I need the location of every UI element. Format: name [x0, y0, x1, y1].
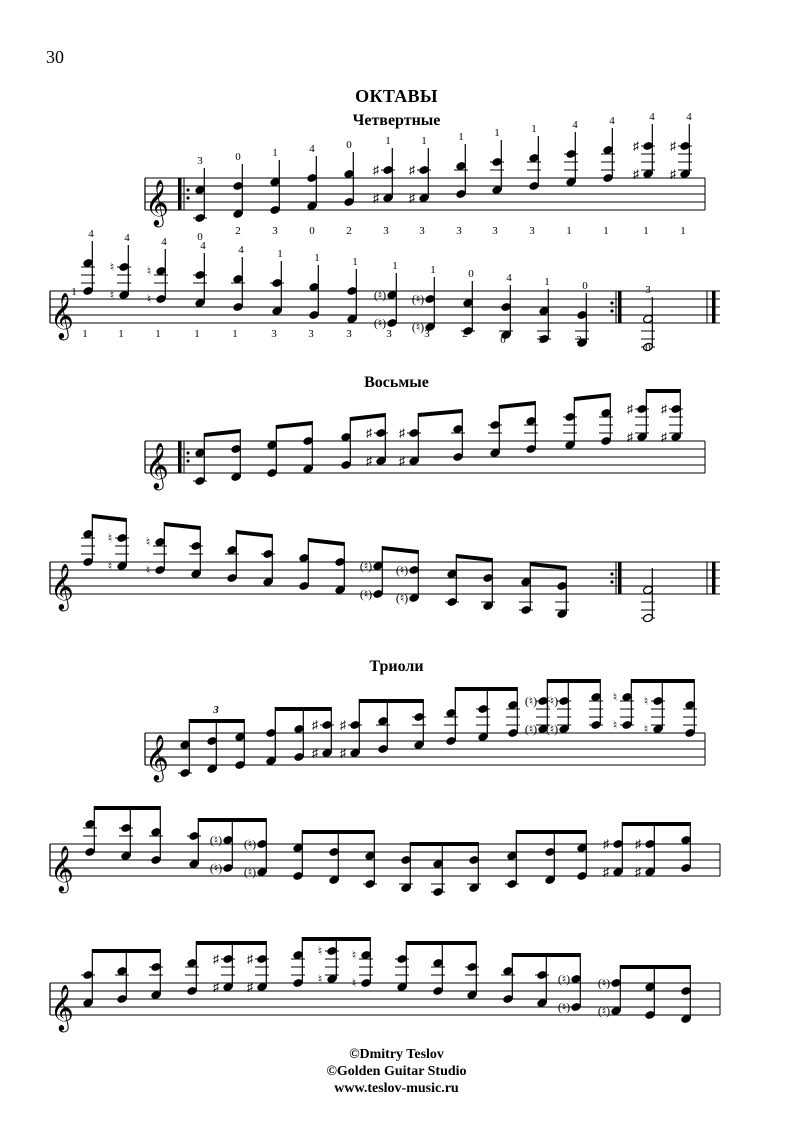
- sharp-accidental: ♯: [366, 454, 372, 468]
- note-beam: [196, 941, 266, 945]
- website-link[interactable]: www.teslov-music.ru: [334, 1081, 459, 1096]
- note-beam: [516, 830, 586, 834]
- treble-clef-icon: 𝄞: [50, 985, 74, 1030]
- fingering-number: 1: [494, 127, 500, 139]
- fingering-number: 1: [430, 264, 436, 276]
- fingering-number: 3: [419, 225, 425, 237]
- tuplet-label: 3: [213, 704, 219, 716]
- fingering-number: 1: [82, 328, 88, 340]
- natural-accidental: ♮: [109, 288, 115, 302]
- page-title: ОКТАВЫ: [355, 86, 438, 106]
- note-beam: [456, 554, 492, 562]
- note-beam: [302, 830, 374, 834]
- natural-accidental: ♮: [317, 944, 323, 958]
- fingering-number: 0: [500, 334, 506, 346]
- sharp-accidental: ♯: [312, 718, 318, 732]
- note-beam: [574, 393, 610, 401]
- repeat-end-thick-bar: [618, 562, 622, 594]
- sharp-accidental: ♯: [635, 837, 641, 851]
- natural-accidental: (♮): [524, 694, 538, 708]
- copyright-footer: [0, 1046, 793, 1097]
- treble-clef-icon: 𝄞: [50, 293, 74, 338]
- natural-accidental: ♮: [643, 694, 649, 708]
- natural-accidental: (♮): [545, 694, 559, 708]
- natural-accidental: (♮): [557, 1000, 571, 1014]
- note-beam: [164, 522, 200, 530]
- fingering-number: 3: [197, 155, 203, 167]
- fingering-number: 3: [272, 225, 278, 237]
- sharp-accidental: ♯: [661, 430, 667, 444]
- note-beam: [547, 679, 600, 683]
- fingering-number: 1: [603, 225, 609, 237]
- sharp-accidental: ♯: [399, 454, 405, 468]
- fingering-number: 1: [458, 131, 464, 143]
- fingering-number: 1: [385, 135, 391, 147]
- fingering-number: 3: [383, 225, 389, 237]
- fingering-number: 4: [649, 111, 655, 123]
- repeat-dot: [186, 451, 189, 454]
- fingering-number: 1: [643, 225, 649, 237]
- sharp-accidental: ♯: [627, 402, 633, 416]
- sharp-accidental: ♯: [661, 402, 667, 416]
- repeat-dot: [610, 572, 613, 575]
- fingering-number: 2: [462, 328, 468, 340]
- note-beam: [359, 699, 423, 703]
- natural-accidental: (♮): [524, 722, 538, 736]
- treble-clef-icon: 𝄞: [145, 180, 169, 225]
- natural-accidental: (♮): [395, 591, 409, 605]
- final-thick-bar: [712, 291, 716, 323]
- note-beam: [499, 401, 535, 409]
- copyright-studio: ©Golden Guitar Studio: [326, 1064, 467, 1079]
- sharp-accidental: ♯: [340, 746, 346, 760]
- note-beam: [302, 937, 370, 941]
- fingering-number: 3: [308, 328, 314, 340]
- natural-accidental: ♮: [612, 718, 618, 732]
- fingering-number: 0: [309, 225, 315, 237]
- natural-accidental: (♮): [373, 316, 387, 330]
- repeat-dot: [186, 196, 189, 199]
- natural-accidental: (♮): [597, 1004, 611, 1018]
- treble-clef-icon: 𝄞: [50, 846, 74, 891]
- note-beam: [646, 389, 680, 393]
- sharp-accidental: ♯: [213, 952, 219, 966]
- natural-accidental: (♮): [243, 837, 257, 851]
- section-heading-eighths: Восьмые: [364, 374, 429, 391]
- treble-clef-icon: 𝄞: [50, 564, 74, 609]
- sharp-accidental: ♯: [670, 167, 676, 181]
- natural-accidental: ♮: [145, 563, 151, 577]
- note-beam: [530, 562, 566, 570]
- natural-accidental: (♮): [209, 861, 223, 875]
- fingering-number: 1: [566, 225, 572, 237]
- sharp-accidental: ♯: [373, 191, 379, 205]
- fingering-number: 0: [645, 342, 651, 354]
- note-beam: [204, 429, 240, 437]
- sharp-accidental: ♯: [312, 746, 318, 760]
- fingering-number: 3: [424, 328, 430, 340]
- note-beam: [631, 679, 694, 683]
- natural-accidental: ♮: [317, 972, 323, 986]
- sharp-accidental: ♯: [627, 430, 633, 444]
- fingering-number: 3: [492, 225, 498, 237]
- final-thick-bar: [712, 562, 716, 594]
- natural-accidental: ♮: [146, 264, 152, 278]
- fingering-number: 1: [155, 328, 161, 340]
- natural-accidental: ♮: [109, 260, 115, 274]
- natural-accidental: (♮): [557, 972, 571, 986]
- note-beam: [92, 514, 126, 522]
- fingering-number: 1: [314, 252, 320, 264]
- fingering-number: 1: [680, 225, 686, 237]
- fingering-number: 1: [277, 248, 283, 260]
- sharp-accidental: ♯: [633, 139, 639, 153]
- fingering-number: 2: [576, 334, 582, 346]
- natural-accidental: ♮: [351, 948, 357, 962]
- fingering-number: 2: [346, 225, 352, 237]
- fingering-number: 0: [235, 151, 241, 163]
- repeat-dot: [610, 301, 613, 304]
- sharp-accidental: ♯: [340, 718, 346, 732]
- section-heading-quarters: Четвертные: [352, 112, 441, 129]
- note-beam: [350, 413, 385, 421]
- natural-accidental: (♮): [597, 976, 611, 990]
- note-beam: [410, 842, 478, 846]
- section-heading-triplets: Триоли: [369, 658, 424, 675]
- fingering-number: 4: [609, 115, 615, 127]
- fingering-number: 1: [232, 328, 238, 340]
- note-beam: [198, 818, 266, 822]
- sharp-accidental: ♯: [633, 167, 639, 181]
- note-beam: [406, 941, 476, 945]
- repeat-dot: [610, 309, 613, 312]
- repeat-dot: [186, 459, 189, 462]
- sharp-accidental: ♯: [366, 426, 372, 440]
- fingering-number: 4: [161, 236, 167, 248]
- fingering-number: 3: [538, 334, 544, 346]
- natural-accidental: (♮): [209, 833, 223, 847]
- note-beam: [418, 409, 462, 417]
- fingering-number: 0: [346, 139, 352, 151]
- note-beam: [276, 421, 312, 429]
- fingering-number: 1: [544, 276, 550, 288]
- sharp-accidental: ♯: [603, 837, 609, 851]
- fingering-number: 4: [238, 244, 244, 256]
- fingering-number: 0: [468, 268, 474, 280]
- fingering-number: 3: [346, 328, 352, 340]
- repeat-dot: [610, 580, 613, 583]
- note-beam: [512, 953, 580, 957]
- treble-clef-icon: 𝄞: [145, 735, 169, 780]
- note-beam: [382, 546, 418, 554]
- fingering-number: 1: [421, 135, 427, 147]
- fingering-number: 3: [645, 284, 651, 296]
- sharp-accidental: ♯: [603, 865, 609, 879]
- natural-accidental: (♮): [359, 559, 373, 573]
- natural-accidental: (♮): [243, 865, 257, 879]
- sharp-accidental: ♯: [247, 952, 253, 966]
- fingering-number: 4: [88, 228, 94, 240]
- natural-accidental: ♮: [146, 292, 152, 306]
- sharp-accidental: ♯: [670, 139, 676, 153]
- sharp-accidental: ♯: [247, 980, 253, 994]
- natural-accidental: (♮): [411, 292, 425, 306]
- natural-accidental: ♮: [612, 690, 618, 704]
- note-beam: [275, 707, 331, 711]
- note-beam: [622, 822, 690, 826]
- repeat-dot: [186, 188, 189, 191]
- fingering-number: 1: [272, 147, 278, 159]
- note-beam: [189, 719, 244, 723]
- fingering-number: 1: [392, 260, 398, 272]
- fingering-number: 4: [686, 111, 692, 123]
- fingering-number: 3: [529, 225, 535, 237]
- note-beam: [92, 949, 160, 953]
- natural-accidental: (♮): [359, 587, 373, 601]
- fingering-number: 2: [235, 225, 241, 237]
- copyright-author: ©Dmitry Teslov: [349, 1047, 444, 1062]
- note-beam: [308, 538, 344, 546]
- natural-accidental: (♮): [395, 563, 409, 577]
- fingering-number: 1: [118, 328, 124, 340]
- fingering-number: 4: [572, 119, 578, 131]
- sharp-accidental: ♯: [409, 191, 415, 205]
- fingering-number: 4: [200, 240, 206, 252]
- fingering-number: 3: [271, 328, 277, 340]
- fingering-number: 1: [352, 256, 358, 268]
- sharp-accidental: ♯: [213, 980, 219, 994]
- repeat-start-thick-bar: [178, 178, 182, 210]
- note-beam: [94, 806, 160, 810]
- natural-accidental: (♮): [411, 320, 425, 334]
- natural-accidental: ♮: [643, 722, 649, 736]
- sharp-accidental: ♯: [409, 163, 415, 177]
- fingering-number: 4: [124, 232, 130, 244]
- fingering-number: 4: [506, 272, 512, 284]
- fingering-number: 3: [386, 328, 392, 340]
- note-beam: [455, 687, 517, 691]
- fingering-number: 0: [582, 280, 588, 292]
- sharp-accidental: ♯: [399, 426, 405, 440]
- fingering-number: 1: [194, 328, 200, 340]
- natural-accidental: ♮: [351, 976, 357, 990]
- note-beam: [620, 965, 690, 969]
- note-beam: [236, 530, 272, 538]
- sharp-accidental: ♯: [635, 865, 641, 879]
- sharp-accidental: ♯: [373, 163, 379, 177]
- natural-accidental: ♮: [107, 559, 113, 573]
- fingering-number: 4: [309, 143, 315, 155]
- page-number: 30: [46, 47, 64, 67]
- natural-accidental: (♮): [545, 722, 559, 736]
- repeat-start-thick-bar: [178, 441, 182, 473]
- natural-accidental: (♮): [373, 288, 387, 302]
- fingering-number: 3: [456, 225, 462, 237]
- fingering-number: 1: [71, 286, 77, 298]
- natural-accidental: ♮: [107, 531, 113, 545]
- fingering-number: 1: [531, 123, 537, 135]
- repeat-end-thick-bar: [618, 291, 622, 323]
- fingering-number: 0: [197, 231, 203, 243]
- treble-clef-icon: 𝄞: [145, 443, 169, 488]
- natural-accidental: ♮: [145, 535, 151, 549]
